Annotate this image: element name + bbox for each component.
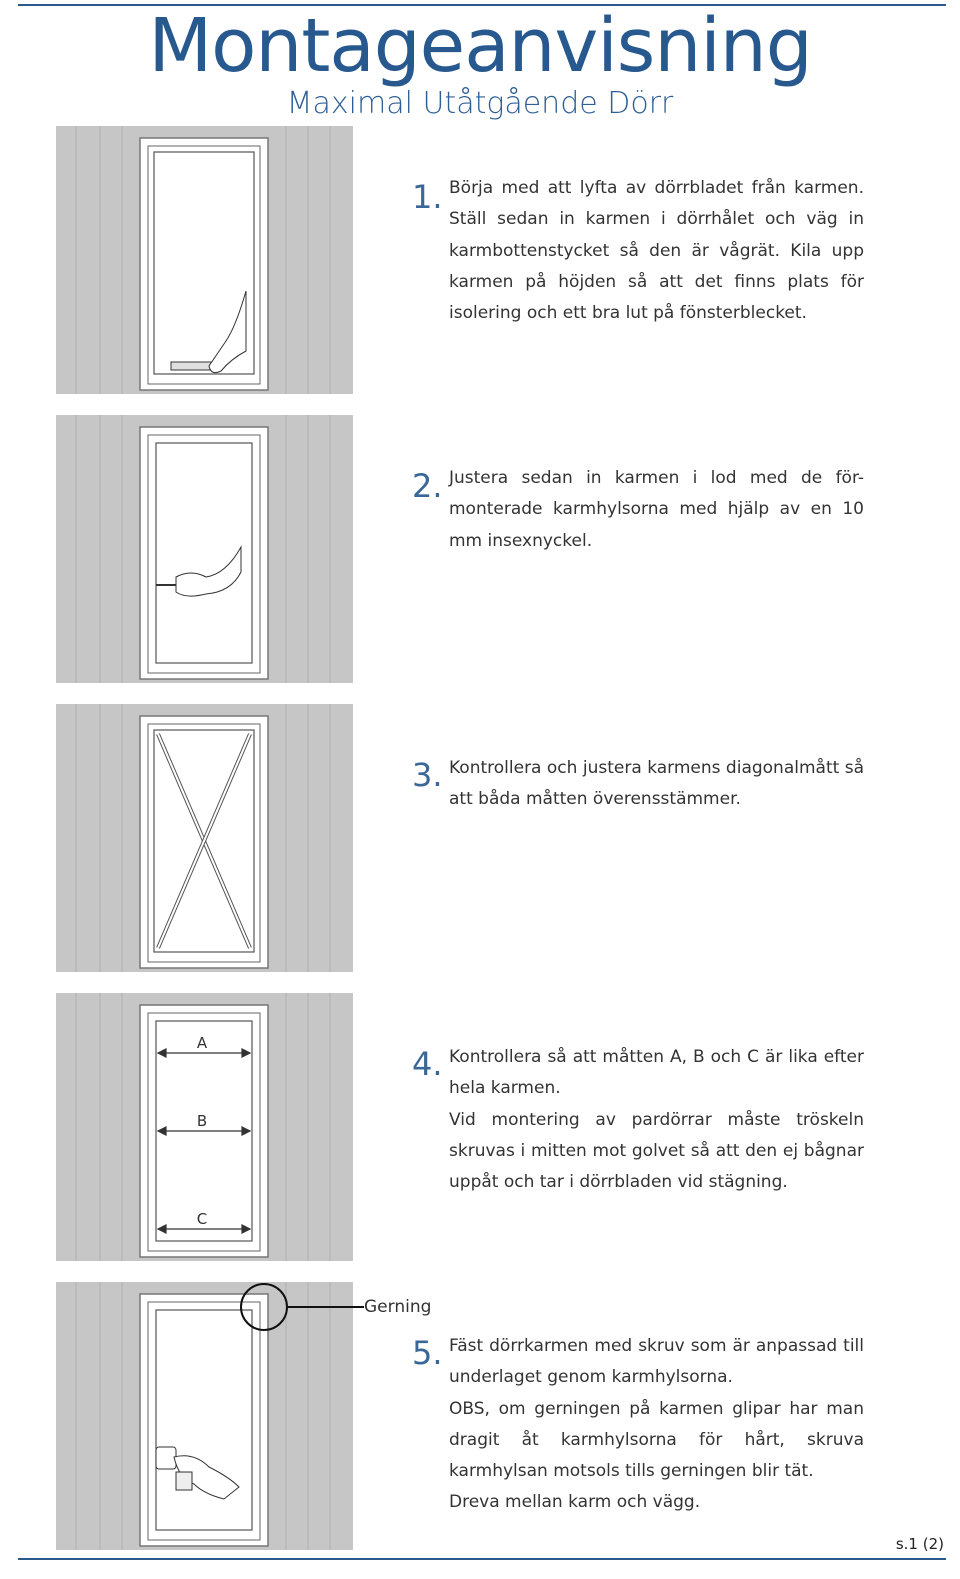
step-5-paragraph-3: Dreva mellan karm och vägg. <box>449 1492 701 1513</box>
step-4-paragraph-1: Kontrollera så att måtten A, B och C är lika efter hela karmen. <box>449 1047 864 1099</box>
step-1-text <box>449 173 864 329</box>
measure-label-b: B <box>196 1112 208 1130</box>
step-4-illustration <box>56 993 353 1261</box>
step-3-text <box>449 753 864 816</box>
step-4-paragraph-2: Vid montering av pardörrar måste tröskeln skruvas i mitten mot golvet så att den ej bågnar uppåt och tar i dörrbladen vid stägning. <box>449 1109 864 1193</box>
gerning-callout-pointer <box>238 1280 368 1334</box>
step-2-paragraph: Justera sedan in karmen i lod med de för- monterade karmhylsorna med hjälp av en 10 mm insexnyckel. <box>449 468 864 551</box>
step-5-paragraph-2: OBS, om gerningen på karmen glipar har man dragit åt karmhylsorna för hårt, skruva karmhylsan motsols tills gerningen blir tät. <box>449 1398 864 1482</box>
step-2-text <box>449 463 864 557</box>
step-1-illustration <box>56 126 353 394</box>
step-4-text <box>449 1042 864 1198</box>
step-3-number: 3. <box>412 756 443 794</box>
page-subtitle: Maximal Utåtgående Dörr <box>286 86 674 121</box>
step-5-paragraph-1: Fäst dörrkarmen med skruv som är anpassad till underlaget genom karmhylsorna. <box>449 1336 864 1388</box>
step-5-number: 5. <box>412 1334 443 1372</box>
door-frame-measurement-drawing <box>56 993 353 1261</box>
measure-label-a: A <box>196 1034 208 1052</box>
step-2-illustration <box>56 415 353 683</box>
step-3-paragraph: Kontrollera och justera karmens diagonalmått så att båda måtten överensstämmer. <box>449 758 864 810</box>
door-frame-diagonal-drawing <box>56 704 353 972</box>
bottom-rule <box>18 1558 946 1560</box>
step-3-illustration <box>56 704 353 972</box>
page-title: Montageanvisning <box>148 3 812 89</box>
gerning-callout-label: Gerning <box>364 1297 432 1317</box>
door-frame-leveling-drawing <box>56 126 353 394</box>
step-5-text <box>449 1331 864 1519</box>
step-4-number: 4. <box>412 1045 443 1083</box>
step-1-paragraph: Börja med att lyfta av dörrbladet från karmen. Ställ sedan in karmen i dörrhålet och väg in karmbottenstycket så den är vågrät. Kila upp karmen på höjden så att det finns plats för isolering och ett bra lut på fönsterblecket. <box>449 178 864 324</box>
door-frame-plumb-drawing <box>56 415 353 683</box>
page-number: s.1 (2) <box>895 1535 944 1553</box>
step-1-number: 1. <box>412 178 443 216</box>
step-2-number: 2. <box>412 467 443 505</box>
measure-label-c: C <box>196 1210 208 1228</box>
